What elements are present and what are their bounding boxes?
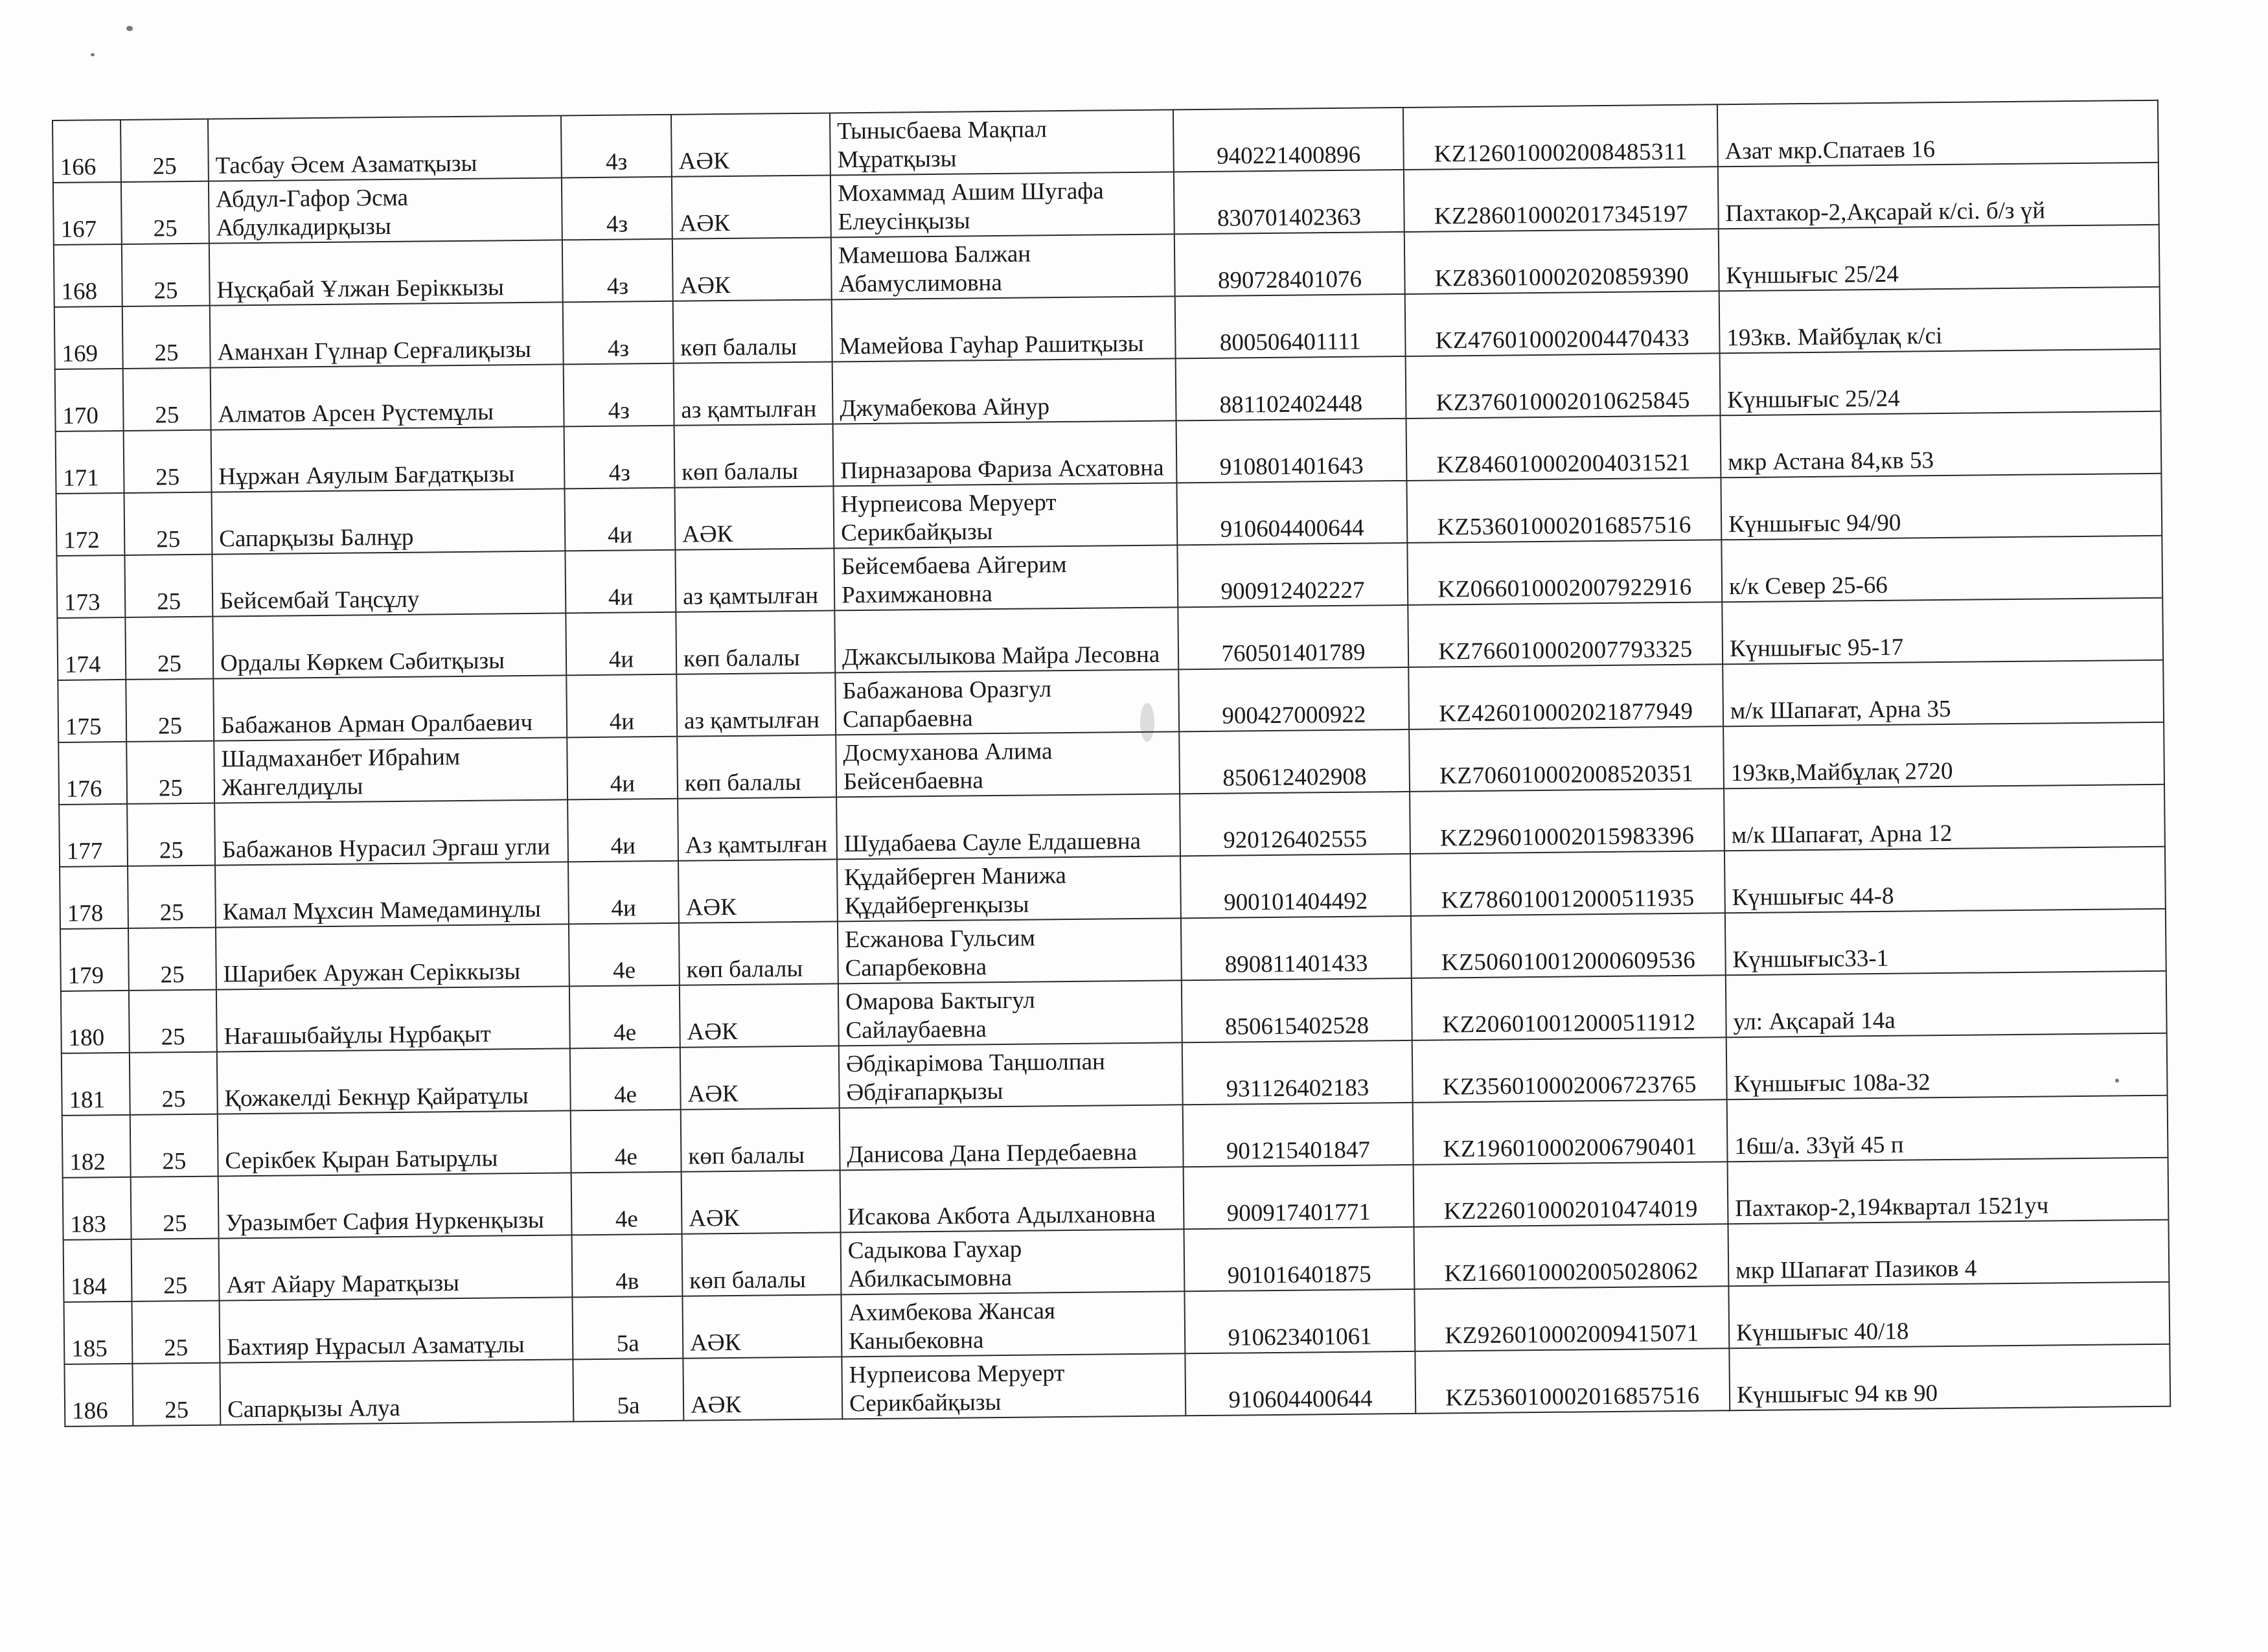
category-cell: АӘК [682, 1170, 841, 1233]
student-name-cell: Тасбау Әсем Азаматқызы [208, 115, 562, 181]
iban-cell: KZ926010002009415071 [1414, 1286, 1729, 1351]
iin-cell: 900101404492 [1180, 854, 1411, 918]
address-cell: Күншығыс 95-17 [1722, 598, 2163, 665]
registry-rows [52, 100, 2170, 1427]
class-cell: 4е [569, 923, 680, 987]
age-cell: 25 [131, 1176, 219, 1239]
registry-table [52, 100, 2171, 1427]
parent-name-cell: Нурпеисова Меруерт Серикбайқызы [833, 483, 1177, 548]
student-name-cell: Шадмаханбет Ибраһим Жангелдиұлы [214, 737, 567, 803]
iin-cell: 900912402227 [1177, 543, 1408, 607]
age-cell: 25 [126, 741, 214, 804]
category-cell: АӘК [672, 237, 832, 301]
registry-table-wrapper [52, 100, 2170, 1427]
category-cell: АӘК [674, 486, 834, 549]
iin-cell: 901215401847 [1183, 1103, 1414, 1167]
student-name-cell: Нағашыбайұлы Нұрбақыт [216, 986, 570, 1051]
iin-cell: 900917401771 [1184, 1165, 1414, 1229]
age-cell: 25 [122, 306, 211, 369]
category-cell: көп балалы [682, 1232, 842, 1296]
row-number: 173 [56, 555, 125, 618]
iin-cell: 910604400644 [1185, 1351, 1415, 1416]
parent-name-cell: Омарова Бактыгул Сайлаубаевна [838, 980, 1182, 1046]
student-name-cell: Уразымбет Сафия Нуркенқызы [218, 1173, 572, 1238]
student-name-cell: Камал Мұхсин Мамедаминұлы [215, 862, 569, 927]
address-cell: к/к Север 25-66 [1721, 536, 2162, 602]
class-cell: 4з [561, 115, 672, 178]
row-number: 175 [58, 680, 126, 742]
category-cell: көп балалы [677, 735, 836, 798]
parent-name-cell: Ахимбекова Жансая Каныбековна [841, 1291, 1185, 1357]
class-cell: 4з [564, 426, 675, 489]
iban-cell: KZ506010012000609536 [1411, 913, 1726, 978]
parent-name-cell: Әбдікарімова Таңшолпан Әбдіғапарқызы [839, 1042, 1183, 1108]
iin-cell: 890811401433 [1181, 916, 1412, 980]
age-cell: 25 [121, 181, 209, 244]
class-cell: 4и [566, 674, 677, 738]
row-number: 176 [58, 742, 127, 805]
parent-name-cell: Мохаммад Ашим Шугафа Елеусінқызы [830, 172, 1174, 237]
iban-cell: KZ836010002020859390 [1404, 229, 1719, 294]
category-cell: көп балалы [673, 299, 832, 363]
row-number: 177 [59, 804, 128, 867]
class-cell: 4з [564, 363, 674, 427]
address-cell: 193кв,Майбұлақ 2720 [1723, 722, 2164, 789]
age-cell: 25 [120, 119, 209, 182]
row-number: 168 [54, 244, 122, 307]
iin-cell: 910604400644 [1176, 481, 1407, 545]
parent-name-cell: Құдайберген Манижа Құдайбергенқызы [837, 856, 1181, 921]
iin-cell: 920126402555 [1180, 792, 1410, 856]
age-cell: 25 [126, 679, 214, 742]
row-number: 185 [64, 1302, 133, 1364]
scan-speck [126, 26, 133, 31]
address-cell: Күншығыс 25/24 [1720, 349, 2161, 416]
address-cell: Күншығыс 44-8 [1724, 847, 2166, 913]
student-name-cell: Бейсембай Таңсұлу [212, 551, 566, 616]
category-cell: көп балалы [676, 610, 835, 674]
address-cell: Күншығыс 25/24 [1719, 225, 2160, 292]
student-name-cell: Сапарқызы Балнұр [212, 488, 566, 554]
parent-name-cell: Данисова Дана Пердебаевна [840, 1105, 1184, 1170]
iban-cell: KZ536010002016857516 [1406, 477, 1721, 543]
parent-name-cell: Бабажанова Оразгул Сапарбаевна [835, 669, 1179, 735]
iin-cell: 800506401111 [1175, 294, 1406, 358]
iin-cell: 910801401643 [1176, 419, 1407, 483]
student-name-cell: Аманхан Гүлнар Серғалиқызы [210, 302, 564, 367]
age-cell: 25 [124, 555, 212, 617]
iban-cell: KZ706010002008520351 [1409, 726, 1724, 792]
row-number: 181 [62, 1053, 130, 1116]
row-number: 174 [57, 617, 126, 680]
parent-name-cell: Садыкова Гаухар Абилкасымовна [841, 1229, 1185, 1294]
age-cell: 25 [125, 617, 213, 680]
class-cell: 4в [572, 1234, 683, 1298]
student-name-cell: Қожакелді Бекнұр Қайратұлы [217, 1048, 571, 1114]
class-cell: 5а [572, 1296, 683, 1360]
row-number: 166 [52, 120, 121, 183]
row-number: 171 [56, 431, 124, 494]
parent-name-cell: Шудабаева Сауле Елдашевна [836, 794, 1180, 859]
iin-cell: 830701402363 [1174, 170, 1404, 234]
parent-name-cell: Нурпеисова Меруерт Серикбайқызы [842, 1353, 1186, 1419]
iban-cell: KZ226010002010474019 [1414, 1162, 1728, 1227]
student-name-cell: Бабажанов Арман Оралбаевич [213, 675, 567, 740]
iban-cell: KZ196010002006790401 [1413, 1099, 1728, 1165]
iin-cell: 890728401076 [1174, 232, 1405, 296]
row-number: 170 [55, 369, 124, 431]
category-cell: АӘК [671, 113, 830, 176]
iban-cell: KZ206010012000511912 [1412, 975, 1726, 1040]
address-cell: Күншығыс 94/90 [1721, 474, 2162, 540]
address-cell: м/к Шапағат, Арна 12 [1724, 785, 2165, 851]
address-cell: м/к Шапағат, Арна 35 [1723, 660, 2164, 727]
address-cell: Күншығыс 94 кв 90 [1729, 1344, 2170, 1411]
student-name-cell: Абдул-Гафор Эсма Абдулкадирқызы [209, 178, 562, 243]
class-cell: 4е [569, 985, 680, 1049]
age-cell: 25 [130, 1114, 218, 1177]
address-cell: ул: Ақсарай 14а [1726, 971, 2167, 1038]
category-cell: аз қамтылған [675, 548, 834, 612]
age-cell: 25 [128, 928, 216, 991]
class-cell: 4з [562, 239, 673, 303]
age-cell: 25 [124, 430, 212, 493]
row-number: 186 [64, 1364, 133, 1427]
iin-cell: 901016401875 [1184, 1227, 1415, 1291]
row-number: 179 [60, 928, 129, 991]
iin-cell: 940221400896 [1173, 108, 1404, 172]
class-cell: 4е [570, 1048, 681, 1111]
age-cell: 25 [130, 1052, 218, 1115]
parent-name-cell: Есжанова Гульсим Сапарбековна [838, 918, 1182, 983]
iin-cell: 850615402528 [1182, 978, 1412, 1042]
class-cell: 4и [568, 861, 679, 924]
class-cell: 4и [566, 612, 676, 676]
category-cell: АӘК [682, 1294, 842, 1358]
address-cell: 193кв. Майбұлақ к/сі [1719, 287, 2160, 354]
parent-name-cell: Мамейова Гауһар Рашитқызы [832, 296, 1176, 361]
student-name-cell: Шарибек Аружан Серіккызы [216, 924, 569, 989]
iin-cell: 910623401061 [1184, 1289, 1415, 1353]
category-cell: АӘК [672, 175, 831, 238]
address-cell: мкр Астана 84,кв 53 [1720, 411, 2161, 478]
row-number: 178 [60, 866, 128, 929]
category-cell: аз қамтылған [676, 672, 836, 736]
category-cell: көп балалы [674, 424, 834, 487]
category-cell: АӘК [683, 1357, 842, 1420]
address-cell: Күншығыс 108а-32 [1726, 1033, 2168, 1100]
address-cell: Пахтакор-2,Ақсарай к/сі. б/з үй [1718, 163, 2159, 229]
iban-cell: KZ846010002004031521 [1406, 415, 1721, 481]
row-number: 169 [54, 306, 123, 369]
iban-cell: KZ126010002008485311 [1403, 104, 1718, 170]
iin-cell: 881102402448 [1176, 356, 1406, 420]
address-cell: мкр Шапағат Пазиков 4 [1728, 1220, 2169, 1287]
row-number: 184 [63, 1239, 132, 1302]
class-cell: 4и [565, 488, 676, 551]
iban-cell: KZ786010012000511935 [1410, 851, 1725, 916]
iban-cell: KZ356010002006723765 [1412, 1037, 1727, 1103]
class-cell: 4е [571, 1110, 682, 1173]
student-name-cell: Серікбек Қыран Батырұлы [218, 1110, 571, 1176]
class-cell: 5а [573, 1359, 683, 1422]
address-cell: Күншығыс 40/18 [1728, 1282, 2170, 1349]
row-number: 167 [53, 182, 122, 245]
address-cell: Пахтакор-2,194квартал 1521уч [1728, 1158, 2169, 1224]
category-cell: көп балалы [681, 1108, 840, 1171]
student-name-cell: Аят Айару Маратқызы [219, 1235, 573, 1300]
age-cell: 25 [127, 803, 215, 866]
age-cell: 25 [129, 990, 217, 1053]
iban-cell: KZ426010002021877949 [1408, 664, 1723, 729]
scan-speck [91, 53, 95, 56]
category-cell: көп балалы [679, 921, 838, 985]
iban-cell: KZ536010002016857516 [1415, 1348, 1730, 1414]
iban-cell: KZ376010002010625845 [1406, 353, 1721, 419]
student-name-cell: Бахтияр Нұрасыл Азаматұлы [220, 1297, 573, 1362]
category-cell: АӘК [680, 983, 839, 1047]
iban-cell: KZ286010002017345197 [1404, 166, 1719, 232]
address-cell: Азат мкр.Спатаев 16 [1717, 100, 2159, 167]
row-number: 182 [62, 1115, 131, 1178]
class-cell: 4з [563, 301, 674, 365]
iban-cell: KZ766010002007793325 [1408, 602, 1723, 667]
student-name-cell: Нұржан Аяулым Бағдатқызы [211, 426, 565, 492]
parent-name-cell: Пирназарова Фариза Асхатовна [833, 420, 1177, 486]
category-cell: Аз қамтылған [678, 797, 837, 860]
age-cell: 25 [122, 244, 210, 306]
iin-cell: 931126402183 [1182, 1040, 1413, 1105]
age-cell: 25 [128, 866, 216, 928]
age-cell: 25 [132, 1363, 220, 1426]
class-cell: 4з [562, 177, 672, 240]
category-cell: АӘК [678, 859, 838, 923]
row-number: 183 [63, 1177, 132, 1240]
student-name-cell: Нұсқабай Ұлжан Беріккызы [209, 240, 563, 305]
student-name-cell: Алматов Арсен Рүстемұлы [211, 364, 564, 430]
age-cell: 25 [124, 492, 212, 555]
parent-name-cell: Тынысбаева Мақпал Мұратқызы [830, 109, 1174, 175]
address-cell: Күншығыс33-1 [1725, 909, 2166, 976]
iin-cell: 850612402908 [1179, 729, 1410, 794]
parent-name-cell: Мамешова Балжан Абамуслимовна [831, 234, 1175, 299]
class-cell: 4и [565, 550, 676, 614]
iban-cell: KZ166010002005028062 [1414, 1224, 1729, 1289]
row-number: 180 [61, 991, 130, 1053]
parent-name-cell: Бейсембаева Айгерим Рахимжановна [834, 545, 1178, 610]
parent-name-cell: Досмуханова Алима Бейсенбаевна [836, 731, 1180, 797]
iban-cell: KZ296010002015983396 [1410, 788, 1724, 854]
address-cell: 16ш/а. 33үй 45 п [1727, 1096, 2168, 1162]
age-cell: 25 [132, 1301, 220, 1364]
student-name-cell: Бабажанов Нурасил Эргаш угли [214, 799, 568, 865]
student-name-cell: Ордалы Көркем Сәбитқызы [212, 613, 566, 678]
iin-cell: 900427000922 [1178, 667, 1409, 731]
category-cell: АӘК [680, 1046, 840, 1109]
class-cell: 4и [567, 737, 678, 800]
parent-name-cell: Исакова Акбота Адылхановна [840, 1167, 1184, 1232]
category-cell: аз қамтылған [674, 361, 833, 425]
iin-cell: 760501401789 [1178, 605, 1408, 669]
age-cell: 25 [132, 1239, 220, 1302]
iban-cell: KZ476010002004470433 [1405, 291, 1720, 356]
student-name-cell: Сапарқызы Алуа [220, 1359, 573, 1425]
parent-name-cell: Джаксылыкова Майра Лесовна [834, 607, 1178, 672]
class-cell: 4и [567, 799, 678, 862]
row-number: 172 [56, 493, 125, 556]
iban-cell: KZ066010002007922916 [1407, 540, 1722, 605]
age-cell: 25 [123, 368, 211, 431]
parent-name-cell: Джумабекова Айнур [832, 358, 1176, 424]
class-cell: 4е [571, 1172, 682, 1235]
